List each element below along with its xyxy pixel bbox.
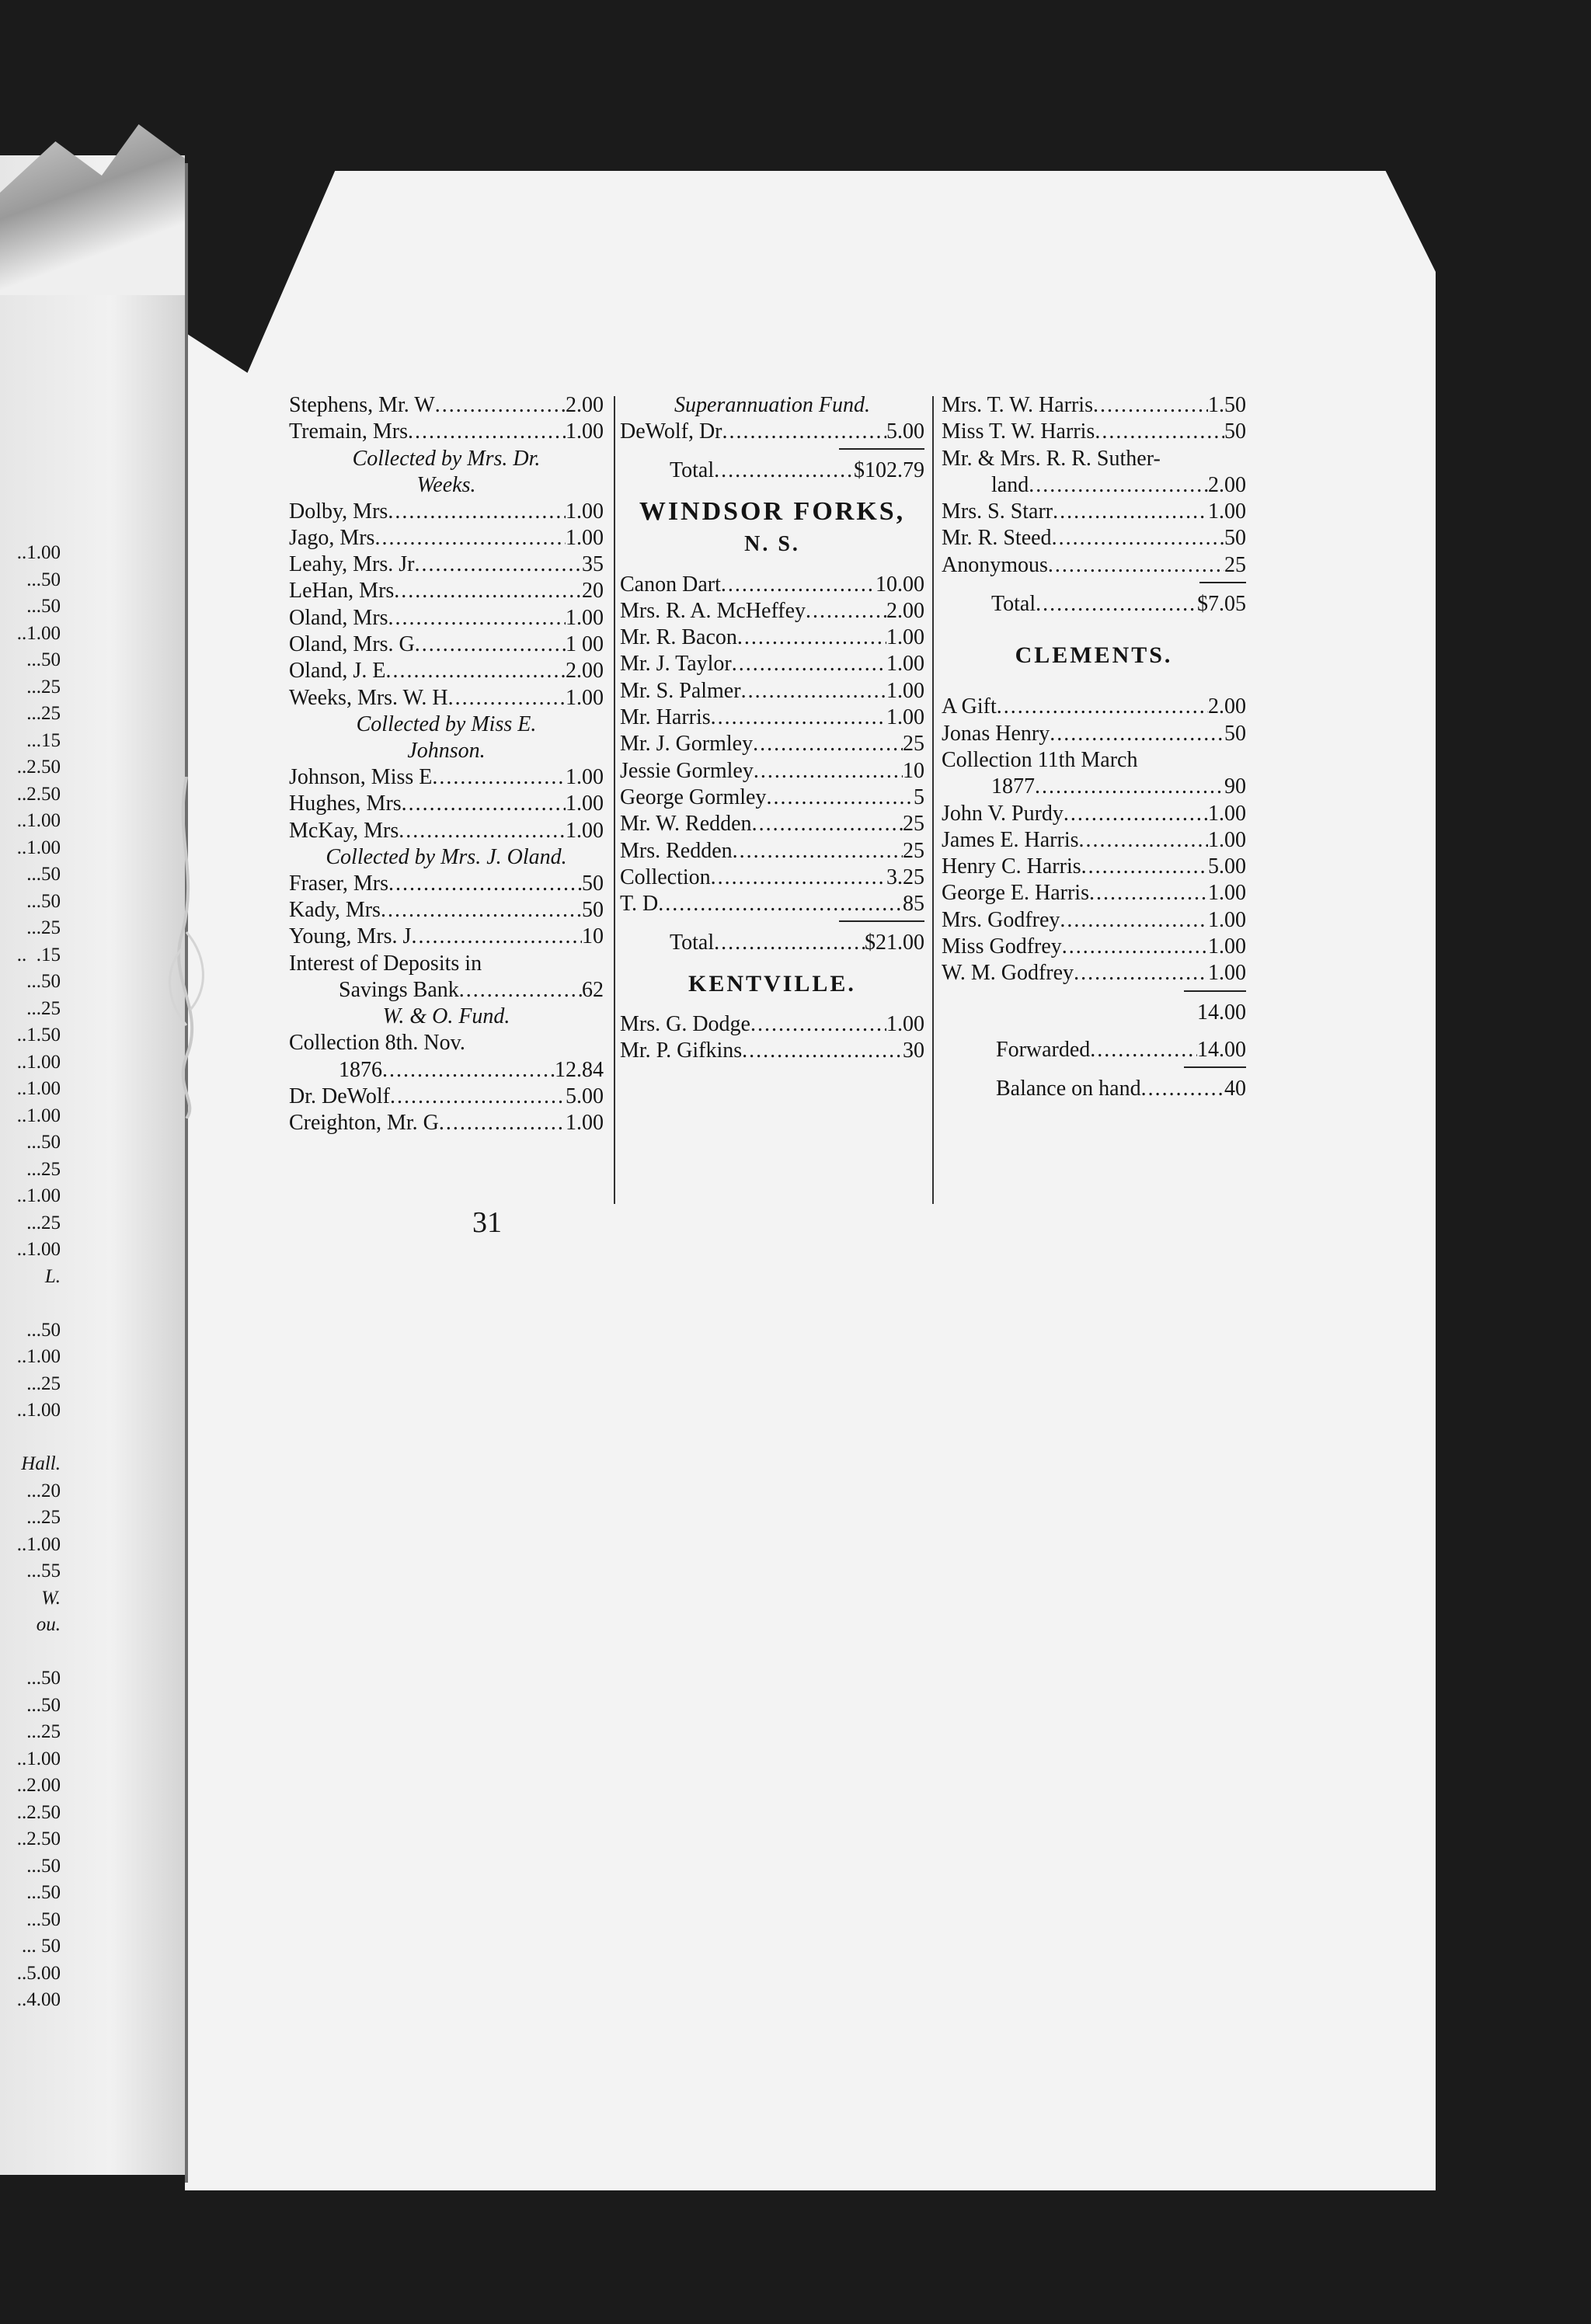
ledger-row-value: 50: [1224, 419, 1246, 444]
ledger-row: [289, 419, 604, 445]
ledger-row-name: Johnson, Miss E: [289, 764, 433, 789]
ledger-row-name: Dr. DeWolf: [289, 1084, 390, 1108]
ledger-row-value: 5: [914, 785, 924, 809]
facing-page-value: ..1.00: [16, 1400, 61, 1421]
ledger-row: [620, 811, 924, 837]
ledger-row: [620, 785, 924, 811]
binding-thread-icon: [159, 777, 214, 1119]
ledger-row-value: 25: [903, 838, 924, 863]
ledger-row-value: 25: [903, 812, 924, 837]
ledger-row: [942, 960, 1246, 986]
ledger-row-name: Creighton, Mr. G: [289, 1111, 439, 1136]
ledger-row-value: 1.00: [1208, 801, 1246, 826]
ledger-row-name: Mrs. G. Dodge: [620, 1011, 750, 1036]
ledger-row: [289, 392, 604, 419]
facing-page-value: ..2.50: [16, 783, 61, 805]
ledger-row: [289, 525, 604, 551]
clements-collection-line2: 1877 ..... 90: [942, 774, 1246, 800]
ledger-row-name: Mr. P. Gifkins: [620, 1038, 743, 1063]
ledger-row: [620, 651, 924, 677]
facing-page-value: ...50: [26, 1694, 61, 1716]
ledger-row-value: 50: [1224, 721, 1246, 746]
ledger-row: [289, 924, 604, 950]
facing-page-value: ..2.50: [16, 1801, 61, 1823]
ledger-row-name: Oland, Mrs: [289, 605, 388, 630]
facing-page-value: ...20: [26, 1480, 61, 1501]
ledger-row-name: Mr. W. Redden: [620, 812, 752, 837]
rule: [1184, 990, 1246, 992]
facing-page-value: Hall.: [21, 1453, 61, 1474]
column-2: [620, 392, 924, 1064]
superannuation-heading: Superannuation Fund.: [674, 393, 870, 417]
wo-collection-line2: 1876 ..... 12.84: [289, 1057, 604, 1084]
ledger-row: [942, 721, 1246, 747]
facing-page-value: ...25: [26, 676, 61, 698]
ledger-row-name: Mrs. T. W. Harris: [942, 393, 1093, 417]
ledger-row: [289, 578, 604, 604]
ledger-row-name: Mrs. Redden: [620, 838, 733, 863]
ledger-row-name: Jonas Henry: [942, 721, 1050, 746]
facing-page-value: W.: [41, 1587, 61, 1609]
facing-page-value: ...25: [26, 1721, 61, 1742]
ledger-row-name: Henry C. Harris: [942, 854, 1081, 879]
ledger-row: [942, 934, 1246, 960]
ledger-row-name: Mr. Harris: [620, 705, 711, 730]
facing-page-value: ..2.50: [16, 1828, 61, 1849]
facing-page-value: ...25: [26, 703, 61, 724]
facing-page-value: ..1.00: [16, 1105, 61, 1126]
column-divider: [614, 396, 615, 1204]
ledger-row-name: George E. Harris: [942, 881, 1089, 906]
ledger-row: [620, 705, 924, 731]
ledger-row: [620, 838, 924, 865]
column-divider: [932, 396, 934, 1204]
ledger-row-value: 50: [1224, 526, 1246, 551]
facing-page-value: ...25: [26, 1507, 61, 1528]
ledger-row-name: T. D: [620, 892, 659, 917]
ledger-row-value: 25: [903, 732, 924, 757]
ledger-row-value: 10: [903, 758, 924, 783]
facing-page-value: ...25: [26, 997, 61, 1019]
ledger-row-value: 5.00: [1208, 854, 1246, 879]
kentville-heading: KENTVILLE.: [688, 970, 856, 997]
ledger-row-value: 1.00: [566, 525, 604, 550]
ledger-row: [620, 572, 924, 598]
facing-page-value: ...50: [26, 1855, 61, 1877]
torn-page-edge: [0, 124, 185, 295]
ledger-row: [620, 1011, 924, 1038]
superannuation-row: DeWolf, Dr ..... 5.00: [620, 419, 924, 445]
ledger-row: [620, 865, 924, 891]
facing-page-value: ..1.00: [16, 622, 61, 644]
ledger-row: [289, 871, 604, 897]
ledger-row-name: LeHan, Mrs: [289, 579, 395, 604]
ledger-row-name: Kady, Mrs: [289, 898, 381, 923]
column3-total: Total ..... $7.05: [942, 591, 1246, 618]
facing-page-value: ...50: [26, 864, 61, 885]
ledger-row-name: A Gift: [942, 694, 997, 719]
ledger-row-name: Mr. J. Taylor: [620, 652, 732, 677]
facing-page-value: ..1.00: [16, 1533, 61, 1555]
facing-page-value: ...50: [26, 1668, 61, 1689]
ledger-row-value: 50: [582, 898, 604, 923]
ledger-row-value: 1.00: [566, 685, 604, 710]
ledger-row: [620, 678, 924, 705]
section-heading: Weeks.: [416, 472, 476, 497]
facing-page-value: ...15: [26, 729, 61, 751]
facing-page-value: ...50: [26, 1908, 61, 1930]
facing-page-value: ..2.00: [16, 1775, 61, 1796]
forwarded-row: Forwarded ..... 14.00: [942, 1037, 1246, 1063]
ledger-row-value: 1.00: [1208, 881, 1246, 906]
facing-page-fragment: [0, 155, 185, 2175]
facing-page-value: [0, 1425, 61, 1452]
facing-page-value: ...50: [26, 1882, 61, 1903]
sutherland-line1: Mr. & Mrs. R. R. Suther-: [942, 446, 1161, 471]
ledger-row-name: Hughes, Mrs: [289, 791, 402, 816]
facing-page-value: ..1.00: [16, 837, 61, 858]
ledger-row-name: Miss Godfrey: [942, 934, 1062, 959]
facing-page-value: ..1.00: [16, 810, 61, 831]
ledger-row: [289, 499, 604, 525]
clements-collection-line1: Collection 11th March: [942, 747, 1138, 772]
ledger-row: [289, 897, 604, 924]
ledger-row-value: 85: [903, 892, 924, 917]
ledger-row-name: Collection: [620, 865, 711, 889]
ledger-row: [942, 827, 1246, 854]
rule: [1184, 1066, 1246, 1068]
ledger-row: [620, 758, 924, 785]
ledger-row-value: 30: [903, 1038, 924, 1063]
ledger-row: [289, 791, 604, 817]
facing-page-value: ..1.00: [16, 542, 61, 563]
facing-page-value: ...25: [26, 1158, 61, 1180]
ledger-row-name: Mr. R. Steed: [942, 526, 1052, 551]
ledger-row-value: 1.00: [566, 419, 604, 444]
facing-page-value: ..1.00: [16, 1748, 61, 1769]
interest-line2: Savings Bank ..... 62: [289, 977, 604, 1004]
ledger-row-name: Oland, J. E: [289, 659, 386, 684]
ledger-row-name: McKay, Mrs: [289, 818, 399, 843]
ledger-row: [942, 419, 1246, 445]
ledger-row-name: Canon Dart: [620, 572, 721, 597]
ledger-row-value: 50: [582, 871, 604, 896]
ledger-row-value: 1.00: [566, 605, 604, 630]
facing-page-value: [0, 1290, 61, 1317]
ledger-row-value: 1.00: [1208, 961, 1246, 986]
ledger-row: [289, 605, 604, 631]
windsor-forks-subheading: N. S.: [744, 531, 800, 556]
ledger-row-value: 1.00: [886, 625, 924, 650]
ledger-row-value: 1.00: [1208, 499, 1246, 524]
ledger-row-value: 10: [582, 924, 604, 949]
facing-page-value: ..1.00: [16, 1185, 61, 1206]
ledger-row: [620, 1038, 924, 1064]
facing-page-value: ...25: [26, 1372, 61, 1394]
ledger-row: [942, 499, 1246, 525]
wo-fund-heading: W. & O. Fund.: [382, 1004, 510, 1029]
balance-row: Balance on hand ..... 40: [942, 1076, 1246, 1102]
facing-page-value: ou.: [36, 1614, 61, 1635]
ledger-row-value: 5.00: [566, 1084, 604, 1108]
ledger-row-value: 1.00: [566, 499, 604, 524]
ledger-row-value: 10.00: [876, 572, 924, 597]
ledger-row-name: Tremain, Mrs: [289, 419, 408, 444]
ledger-row-value: 1 00: [566, 632, 604, 657]
facing-page-value: ...50: [26, 1319, 61, 1341]
ledger-row-value: 1.50: [1208, 393, 1246, 417]
facing-page-value: ..1.00: [16, 1078, 61, 1099]
ledger-row: [620, 891, 924, 917]
ledger-row-name: Mrs. S. Starr: [942, 499, 1053, 524]
rule: [839, 448, 924, 450]
ledger-row-value: 3.25: [886, 865, 924, 889]
facing-page-value: ..4.00: [16, 1989, 61, 2010]
ledger-row-value: 2.00: [566, 393, 604, 417]
facing-page-value: ..5.00: [16, 1962, 61, 1984]
ledger-row-value: 2.00: [1208, 694, 1246, 719]
ledger-row-name: W. M. Godfrey: [942, 961, 1074, 986]
facing-page-value: ...25: [26, 917, 61, 938]
ledger-row-name: Anonymous: [942, 552, 1048, 577]
ledger-row-name: Mr. J. Gormley: [620, 732, 754, 757]
ledger-row-value: 1.00: [1208, 907, 1246, 932]
section-heading: Johnson.: [407, 738, 486, 763]
ledger-row-value: 1.00: [566, 1111, 604, 1136]
ledger-row-value: 20: [582, 579, 604, 604]
ledger-row: [942, 801, 1246, 827]
ledger-row-name: Dolby, Mrs: [289, 499, 388, 524]
section-heading: Collected by Mrs. Dr.: [352, 446, 541, 471]
facing-page-value: [0, 1639, 61, 1666]
facing-page-value: ... 50: [22, 1936, 61, 1957]
facing-page-value: ..2.50: [16, 757, 61, 778]
windsor-forks-total: Total ..... $21.00: [620, 930, 924, 956]
ledger-row: [942, 854, 1246, 880]
ledger-row-value: 1.00: [566, 818, 604, 843]
section-heading: Collected by Miss E.: [356, 711, 537, 736]
ledger-row: [942, 525, 1246, 551]
ledger-row: [942, 392, 1246, 419]
facing-page-value: ...50: [26, 596, 61, 617]
facing-page-value: ...50: [26, 971, 61, 992]
ledger-row-value: 1.00: [886, 705, 924, 730]
facing-page-value: L.: [44, 1265, 61, 1287]
ledger-row: [289, 631, 604, 658]
ledger-row-name: Miss T. W. Harris: [942, 419, 1095, 444]
ledger-row: [942, 552, 1246, 579]
page-number: 31: [472, 1206, 502, 1239]
facing-page-value: ..1.50: [16, 1025, 61, 1045]
interest-line1: Interest of Deposits in: [289, 951, 482, 976]
ledger-row: [289, 764, 604, 791]
ledger-row: [942, 880, 1246, 906]
ledger-row-value: 35: [582, 552, 604, 577]
ledger-row-value: 1.00: [566, 791, 604, 816]
sutherland-line2: land ..... 2.00: [942, 472, 1246, 499]
ledger-row: [942, 907, 1246, 934]
ledger-row: [289, 685, 604, 711]
ledger-row: [289, 658, 604, 684]
column-3: [942, 392, 1246, 1103]
ledger-row-value: 1.00: [886, 652, 924, 677]
ledger-row-name: Young, Mrs. J: [289, 924, 412, 949]
ledger-row-name: Weeks, Mrs. W. H: [289, 685, 448, 710]
ledger-row: [289, 818, 604, 844]
page-spine: [185, 163, 188, 2183]
ledger-row-value: 2.00: [566, 659, 604, 684]
facing-page-value: ...25: [26, 1212, 61, 1233]
facing-page-value: .. .15: [16, 944, 61, 965]
facing-page-value: ..1.00: [16, 1239, 61, 1260]
ledger-row-name: Leahy, Mrs. Jr: [289, 552, 415, 577]
facing-page-value: ..1.00: [16, 1051, 61, 1073]
ledger-row-value: 1.00: [1208, 827, 1246, 852]
ledger-row-name: Jago, Mrs: [289, 525, 375, 550]
facing-page-value: ...50: [26, 890, 61, 912]
ledger-row: [620, 598, 924, 624]
facing-page-value: ...50: [26, 1132, 61, 1153]
facing-page-values: [0, 540, 61, 2014]
ledger-row-name: Mrs. Godfrey: [942, 907, 1060, 932]
facing-page-value: ...50: [26, 649, 61, 670]
ledger-row-value: 1.00: [886, 678, 924, 703]
ledger-row-value: 1.00: [886, 1011, 924, 1036]
ledger-row-name: John V. Purdy: [942, 801, 1064, 826]
facing-page-value: ...55: [26, 1560, 61, 1581]
ledger-row: [620, 624, 924, 651]
ledger-row-name: George Gormley: [620, 785, 767, 809]
ledger-row-name: James E. Harris: [942, 827, 1079, 852]
ledger-row-value: 1.00: [566, 764, 604, 789]
rule: [839, 920, 924, 922]
wo-collection-line1: Collection 8th. Nov.: [289, 1031, 465, 1056]
ledger-row-name: Mr. S. Palmer: [620, 678, 741, 703]
ledger-row: [289, 1084, 604, 1110]
ledger-row-name: Mrs. R. A. McHeffey: [620, 598, 806, 623]
ledger-row-value: 25: [1224, 552, 1246, 577]
rule: [1199, 582, 1246, 583]
ledger-row-name: Fraser, Mrs: [289, 871, 388, 896]
clements-subtotal: 14.00: [1197, 1000, 1246, 1025]
clements-heading: CLEMENTS.: [1015, 642, 1173, 669]
superannuation-total: Total ..... $102.79: [620, 457, 924, 484]
ledger-row-value: 1.00: [1208, 934, 1246, 959]
ledger-row: [942, 694, 1246, 720]
ledger-row: [289, 551, 604, 578]
windsor-forks-heading: WINDSOR FORKS,: [639, 496, 906, 526]
facing-page-value: ...50: [26, 569, 61, 590]
ledger-row-name: Oland, Mrs. G: [289, 632, 415, 657]
column-1: [289, 392, 604, 1137]
ledger-row-name: Jessie Gormley: [620, 758, 754, 783]
ledger-row-name: Mr. R. Bacon: [620, 625, 737, 650]
ledger-row-name: Stephens, Mr. W: [289, 393, 435, 417]
ledger-row: [620, 731, 924, 757]
ledger-row-value: 2.00: [886, 598, 924, 623]
section-heading: Collected by Mrs. J. Oland.: [326, 844, 567, 869]
ledger-row: [289, 1110, 604, 1136]
facing-page-value: ..1.00: [16, 1346, 61, 1367]
